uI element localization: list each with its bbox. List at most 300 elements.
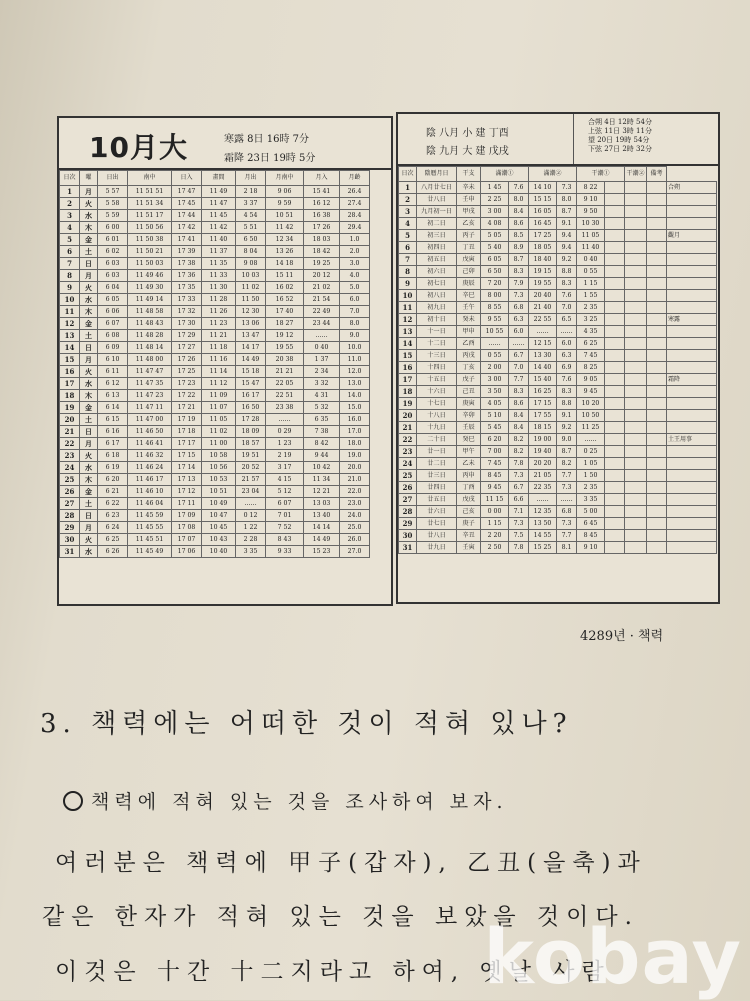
table-cell: 11 50 (236, 294, 266, 306)
table-cell: 18 03 (304, 234, 340, 246)
table-cell: 9.1 (557, 410, 577, 422)
table-cell: 8 45 (481, 470, 509, 482)
table-cell: 2 00 (481, 362, 509, 374)
table-cell: 8 42 (304, 438, 340, 450)
table-cell: 9.2 (557, 254, 577, 266)
table-cell: 7 (60, 258, 80, 270)
table-cell: 27 (399, 494, 417, 506)
table-cell: 己亥 (457, 506, 481, 518)
table-cell: 11 42 (266, 222, 304, 234)
table-cell: 辛丑 (457, 530, 481, 542)
table-cell: 21 54 (304, 294, 340, 306)
table-row (399, 230, 717, 242)
table-cell (647, 314, 667, 326)
table-cell: 20 40 (529, 290, 557, 302)
table-cell: 15 25 (529, 542, 557, 554)
table-cell: 16.0 (340, 414, 370, 426)
table-cell: 7.7 (557, 470, 577, 482)
column-header: 畫間 (202, 171, 236, 186)
side-note: 寒露 (667, 314, 717, 326)
table-cell: 2 18 (236, 186, 266, 198)
table-row (60, 486, 370, 498)
table-cell: 17 28 (236, 414, 266, 426)
table-cell: 17 15 (529, 398, 557, 410)
table-cell: 乙未 (457, 458, 481, 470)
table-row (399, 518, 717, 530)
table-cell: 9 (399, 278, 417, 290)
table-row (399, 542, 717, 554)
table-row (60, 546, 370, 558)
table-cell: 11 45 51 (128, 534, 172, 546)
table-cell: 18 15 (529, 422, 557, 434)
table-cell: 11 09 (202, 390, 236, 402)
table-cell: 5 51 (236, 222, 266, 234)
table-cell (605, 338, 625, 350)
table-cell: 6 02 (98, 246, 128, 258)
table-cell: 11 15 (481, 494, 509, 506)
section-heading: 3. 책력에는 어떠한 것이 적혀 있나? (40, 709, 573, 739)
table-cell: 7.9 (509, 278, 529, 290)
table-cell: 廿五日 (417, 494, 457, 506)
table-row (399, 266, 717, 278)
table-cell: 7.3 (557, 518, 577, 530)
table-cell: 12 (399, 314, 417, 326)
side-note (667, 530, 717, 542)
table-cell: 17 19 (172, 414, 202, 426)
table-cell: 丙戌 (457, 350, 481, 362)
table-cell (625, 422, 647, 434)
table-cell (647, 362, 667, 374)
table-cell: 9 06 (266, 186, 304, 198)
table-cell (605, 530, 625, 542)
table-cell (605, 218, 625, 230)
lunar-tide-panel (396, 112, 720, 604)
table-cell: 11 25 (577, 422, 605, 434)
table-cell: …… (266, 414, 304, 426)
side-note (667, 338, 717, 350)
table-cell: 5 59 (98, 210, 128, 222)
table-cell: 6.0 (557, 338, 577, 350)
table-cell: 17 07 (172, 534, 202, 546)
table-row (399, 362, 717, 374)
table-cell: 金 (80, 234, 98, 246)
table-cell: 11 48 00 (128, 354, 172, 366)
table-row (60, 426, 370, 438)
table-row (399, 482, 717, 494)
table-cell: 13 47 (236, 330, 266, 342)
table-cell: 月 (80, 438, 98, 450)
table-cell: …… (529, 326, 557, 338)
table-cell: 3 50 (481, 386, 509, 398)
table-cell: 5.0 (340, 282, 370, 294)
table-cell: 1 22 (236, 522, 266, 534)
table-cell: 19 51 (236, 450, 266, 462)
table-cell: 癸巳 (457, 434, 481, 446)
table-cell: 10 42 (304, 462, 340, 474)
table-cell: 9 59 (266, 198, 304, 210)
table-cell: 9 05 (577, 374, 605, 386)
table-cell: 1 55 (577, 290, 605, 302)
table-cell: 10 50 (577, 410, 605, 422)
table-cell: 5 32 (304, 402, 340, 414)
table-cell: 7.5 (509, 530, 529, 542)
table-cell: 16 45 (529, 218, 557, 230)
table-cell: 20 52 (236, 462, 266, 474)
table-cell: 19 15 (529, 266, 557, 278)
table-row (399, 206, 717, 218)
table-cell: 初六日 (417, 266, 457, 278)
table-cell: 22 49 (304, 306, 340, 318)
table-cell (605, 194, 625, 206)
table-cell: 7 38 (304, 426, 340, 438)
column-header: 月齡 (340, 171, 370, 186)
table-cell (625, 542, 647, 554)
table-cell: 木 (80, 306, 98, 318)
table-cell: 11 23 (202, 318, 236, 330)
table-cell: 17 30 (172, 318, 202, 330)
table-row (399, 398, 717, 410)
side-note (667, 362, 717, 374)
table-cell: 20 (60, 414, 80, 426)
side-note (667, 218, 717, 230)
table-cell: 4 54 (236, 210, 266, 222)
table-row (60, 510, 370, 522)
side-note (667, 350, 717, 362)
table-cell: 9 33 (266, 546, 304, 558)
table-cell: 辛巳 (457, 290, 481, 302)
table-cell (625, 290, 647, 302)
table-cell: 17 26 (304, 222, 340, 234)
table-cell: 15 (60, 354, 80, 366)
table-cell: 11 50 56 (128, 222, 172, 234)
table-cell: 己丑 (457, 386, 481, 398)
table-cell: 17 26 (172, 354, 202, 366)
table-cell: 10 03 (236, 270, 266, 282)
table-cell (605, 446, 625, 458)
table-cell: 3 37 (236, 198, 266, 210)
table-row (60, 438, 370, 450)
moon-phase-first-quarter: 上弦 11日 3時 11分 (588, 127, 652, 135)
table-cell: 1 05 (577, 458, 605, 470)
table-cell: 廿八日 (417, 194, 457, 206)
table-cell: 6 01 (98, 234, 128, 246)
table-cell: 9 08 (236, 258, 266, 270)
table-cell (647, 302, 667, 314)
table-cell: 4 08 (481, 218, 509, 230)
table-cell: 9 45 (577, 386, 605, 398)
table-cell: 5 10 (481, 410, 509, 422)
table-cell: 6 22 (98, 498, 128, 510)
lunar-tide-table (398, 166, 717, 554)
table-cell: 2 20 (481, 530, 509, 542)
table-cell: 17 36 (172, 270, 202, 282)
table-cell (625, 206, 647, 218)
table-cell: 廿二日 (417, 458, 457, 470)
table-cell: 壬申 (457, 194, 481, 206)
table-cell: 15 23 (304, 546, 340, 558)
table-cell: 23 44 (304, 318, 340, 330)
table-cell: 初三日 (417, 230, 457, 242)
column-header: 日次 (60, 171, 80, 186)
table-row (60, 402, 370, 414)
table-cell: 二十日 (417, 434, 457, 446)
side-note (667, 242, 717, 254)
table-row (399, 422, 717, 434)
table-row (60, 450, 370, 462)
table-cell: 11 46 24 (128, 462, 172, 474)
table-cell: 辛卯 (457, 410, 481, 422)
table-cell: 6 05 (98, 294, 128, 306)
moon-phase-last-quarter: 下弦 27日 2時 32分 (588, 145, 652, 153)
table-cell: 十六日 (417, 386, 457, 398)
table-cell: 3 (60, 210, 80, 222)
table-cell: 6.0 (340, 294, 370, 306)
table-cell: 1 15 (481, 518, 509, 530)
table-cell (647, 266, 667, 278)
table-cell: 29 (60, 522, 80, 534)
table-cell: 19 25 (304, 258, 340, 270)
table-cell: 水 (80, 462, 98, 474)
table-cell: 6 18 (98, 450, 128, 462)
table-cell: 3 00 (481, 206, 509, 218)
body-line-1 (63, 787, 508, 814)
table-cell: 水 (80, 546, 98, 558)
table-cell: 26.0 (340, 534, 370, 546)
table-cell: 11 42 (202, 222, 236, 234)
side-note (667, 542, 717, 554)
table-cell: 25.0 (340, 522, 370, 534)
table-cell: 22 (399, 434, 417, 446)
table-cell: 金 (80, 486, 98, 498)
table-row (399, 314, 717, 326)
table-cell: 4 05 (481, 398, 509, 410)
table-cell: 十八日 (417, 410, 457, 422)
table-row (60, 462, 370, 474)
table-cell: 丁丑 (457, 242, 481, 254)
table-cell: 23 04 (236, 486, 266, 498)
table-cell: 8 25 (577, 362, 605, 374)
table-cell: 初七日 (417, 278, 457, 290)
table-cell: 6.9 (557, 362, 577, 374)
table-cell: 14 (399, 338, 417, 350)
table-cell: 11 35 (202, 258, 236, 270)
table-cell: 廿一日 (417, 446, 457, 458)
table-cell: 11 47 00 (128, 414, 172, 426)
table-cell: 25 (399, 470, 417, 482)
table-cell: 3 32 (304, 378, 340, 390)
table-cell: 6 20 (98, 474, 128, 486)
table-cell: 10 51 (202, 486, 236, 498)
table-cell: 10 56 (202, 462, 236, 474)
table-cell: 17 08 (172, 522, 202, 534)
table-cell: 火 (80, 534, 98, 546)
table-cell: 0 25 (577, 446, 605, 458)
moon-phases (588, 118, 652, 154)
table-cell: 4 31 (304, 390, 340, 402)
table-cell (647, 338, 667, 350)
table-cell: 9 (60, 282, 80, 294)
side-note (667, 326, 717, 338)
table-row (399, 350, 717, 362)
table-cell: 1 45 (481, 182, 509, 194)
table-cell: 7 45 (577, 350, 605, 362)
table-cell: 31 (399, 542, 417, 554)
table-cell: 2 19 (266, 450, 304, 462)
table-cell (647, 374, 667, 386)
table-cell: 29 (399, 518, 417, 530)
table-cell: 十三日 (417, 350, 457, 362)
table-cell: 15.0 (340, 402, 370, 414)
table-cell (647, 230, 667, 242)
table-cell: 10 40 (202, 546, 236, 558)
table-cell: 8.4 (509, 206, 529, 218)
table-cell: 0 55 (577, 266, 605, 278)
table-cell: 9 10 (577, 194, 605, 206)
table-cell: 水 (80, 210, 98, 222)
table-cell: 6 (60, 246, 80, 258)
table-cell: 28.4 (340, 210, 370, 222)
table-cell: 9.1 (557, 218, 577, 230)
table-cell (605, 398, 625, 410)
lunar-month-line-2: 陰 九月 大 建 戊戌 (426, 146, 509, 157)
table-cell: 癸未 (457, 314, 481, 326)
table-cell: 8.9 (509, 242, 529, 254)
table-cell: 8 55 (481, 302, 509, 314)
table-cell: 13 (399, 326, 417, 338)
table-cell: 8.0 (509, 194, 529, 206)
table-cell: 6 50 (236, 234, 266, 246)
table-cell: 乙亥 (457, 218, 481, 230)
table-cell: 31 (60, 546, 80, 558)
table-cell: 16 52 (266, 294, 304, 306)
table-cell (647, 422, 667, 434)
table-cell: 9.4 (557, 242, 577, 254)
table-cell: 13 06 (236, 318, 266, 330)
column-header: 干潮② (625, 167, 647, 182)
table-cell: 11 14 (202, 366, 236, 378)
table-cell: 11 47 11 (128, 402, 172, 414)
table-cell: 11 33 (202, 270, 236, 282)
table-cell: 11 12 (202, 378, 236, 390)
table-cell: 壬辰 (457, 422, 481, 434)
table-row (60, 390, 370, 402)
table-cell: …… (236, 498, 266, 510)
table-cell: 6 12 (98, 378, 128, 390)
table-cell: 22 55 (529, 314, 557, 326)
table-cell (605, 290, 625, 302)
table-cell: 7 (399, 254, 417, 266)
table-cell: 15 40 (529, 374, 557, 386)
table-cell: 十五日 (417, 374, 457, 386)
table-cell (647, 350, 667, 362)
table-cell: 3 00 (481, 374, 509, 386)
table-cell (605, 470, 625, 482)
table-cell: 11 48 28 (128, 330, 172, 342)
table-cell: 火 (80, 198, 98, 210)
table-cell: 丁酉 (457, 482, 481, 494)
table-row (60, 354, 370, 366)
table-cell: 火 (80, 282, 98, 294)
table-cell: 16 (399, 362, 417, 374)
table-cell: 己卯 (457, 266, 481, 278)
table-cell: 6 07 (98, 318, 128, 330)
table-cell: 24 (399, 458, 417, 470)
table-cell: 9 45 (481, 482, 509, 494)
table-cell: 23 (60, 450, 80, 462)
table-cell: 14 (60, 342, 80, 354)
table-row (399, 194, 717, 206)
table-cell: 6 50 (481, 266, 509, 278)
table-cell: 12.0 (340, 366, 370, 378)
table-cell: 5 57 (98, 186, 128, 198)
table-cell: 戊戌 (457, 494, 481, 506)
table-cell: 10 20 (577, 398, 605, 410)
table-cell: 14.0 (340, 390, 370, 402)
table-cell: 庚寅 (457, 398, 481, 410)
table-cell: 14 10 (529, 182, 557, 194)
table-cell: 8.5 (509, 230, 529, 242)
table-cell: 3 25 (577, 314, 605, 326)
table-cell (647, 254, 667, 266)
table-cell: 日 (80, 342, 98, 354)
table-cell: 18 27 (266, 318, 304, 330)
side-note (667, 470, 717, 482)
table-cell: 8 (60, 270, 80, 282)
table-cell: 12 21 (304, 486, 340, 498)
table-cell: 11 40 (202, 234, 236, 246)
table-cell: 8 (399, 266, 417, 278)
table-cell: 11 49 (202, 186, 236, 198)
table-cell (605, 266, 625, 278)
table-cell: 14 14 (304, 522, 340, 534)
table-cell: 17 11 (172, 498, 202, 510)
table-cell: 6 08 (98, 330, 128, 342)
table-cell: 21 21 (266, 366, 304, 378)
table-cell: 7.3 (509, 470, 529, 482)
table-cell: 8 22 (577, 182, 605, 194)
table-cell: 5 (399, 230, 417, 242)
table-cell: 4 15 (266, 474, 304, 486)
table-cell (625, 338, 647, 350)
table-cell: 日 (80, 426, 98, 438)
table-cell: 1 (60, 186, 80, 198)
table-cell: 7.1 (509, 506, 529, 518)
table-cell (625, 254, 647, 266)
table-cell: 10 51 (266, 210, 304, 222)
table-cell (605, 242, 625, 254)
table-cell: 11 46 04 (128, 498, 172, 510)
table-row (60, 234, 370, 246)
table-cell (605, 350, 625, 362)
table-cell (605, 422, 625, 434)
table-cell: 0 00 (481, 506, 509, 518)
table-cell (647, 542, 667, 554)
column-header: 日入 (172, 171, 202, 186)
table-cell (647, 290, 667, 302)
table-cell: 6 06 (98, 306, 128, 318)
body-line-2: 여러분은 책력에 甲子(갑자), 乙丑(을축)과 (55, 850, 647, 876)
table-cell: …… (481, 338, 509, 350)
table-cell: 17 45 (172, 198, 202, 210)
table-cell: 27 (60, 498, 80, 510)
table-cell (625, 242, 647, 254)
table-cell: 15 41 (304, 186, 340, 198)
table-cell (625, 410, 647, 422)
table-cell: 4 (60, 222, 80, 234)
table-cell (605, 434, 625, 446)
table-row (399, 182, 717, 194)
month-title: 10月大 (89, 131, 188, 164)
